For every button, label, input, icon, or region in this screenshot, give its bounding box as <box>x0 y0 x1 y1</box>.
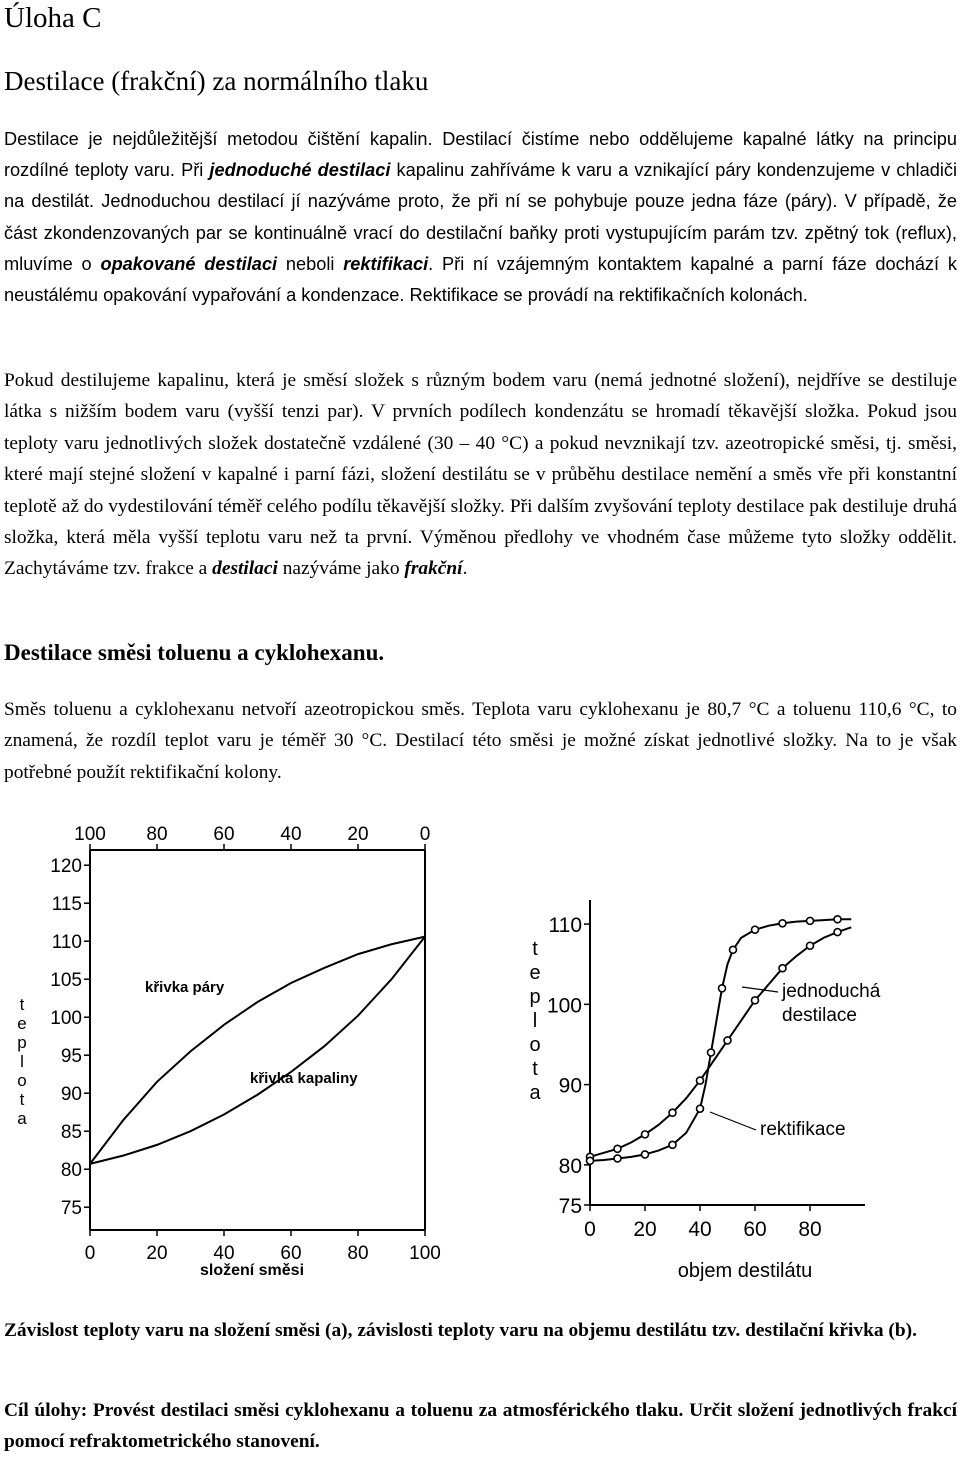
chart-a-series-label-liquid: křivka kapaliny <box>250 1070 358 1087</box>
chart-a-y-label-letter: o <box>17 1071 27 1090</box>
chart-b-y-label-letter: p <box>529 986 541 1008</box>
text-run: . <box>462 558 468 580</box>
chart-b-x-tick-label: 20 <box>633 1218 657 1241</box>
chart-a-x-tick-label: 60 <box>280 1243 302 1264</box>
chart-b-data-point <box>752 926 759 933</box>
chart-b-y-label-letter: l <box>532 1010 538 1032</box>
chart-b-x-tick-label: 40 <box>688 1218 712 1241</box>
chart-a-y-label-letter: a <box>17 1109 27 1128</box>
chart-a-x-tick-label: 40 <box>213 1243 235 1264</box>
chart-a-y-tick-label: 105 <box>50 970 82 992</box>
chart-b-data-point <box>697 1105 704 1112</box>
text-run: . Při ní vzájemným kontaktem kapalné a parní fáze dochází k neustálému opakování vypařování a kondenzace. Rektifikace se provádí na rektifikačních kolonách. <box>4 253 957 306</box>
text-run: nazýváme jako <box>277 558 405 580</box>
text-run: kapalinu zahříváme k varu a vznikající páry kondenzujeme v chladiči na destilát. Jednoduchou destilací jí nazýváme proto, že při ní se pohybuje pouze jedna fáze (páry). V případě, že část zkondenzovaných par se kontinuálně vrací do destilační baňky proti vystupujícím parám tzv. zpětný tok (reflux), mluvíme o <box>4 160 958 274</box>
chart-a-x-label: složení směsi <box>199 1262 305 1279</box>
chart-a-y-tick-label: 115 <box>51 894 82 916</box>
chart-b-data-point <box>642 1131 649 1138</box>
emphasis-simple-distillation: jednoduché destilaci <box>209 160 391 181</box>
chart-b-x-label: objem destilátu <box>677 1260 813 1282</box>
chart-b-x-tick-label: 60 <box>743 1218 767 1241</box>
emphasis-rectification: rektifikaci <box>343 253 429 274</box>
chart-a-series-liquid <box>90 937 425 1164</box>
chart-a-top-tick-label: 80 <box>146 824 168 845</box>
chart-b-data-point <box>730 946 737 953</box>
chart-b-data-point <box>614 1155 621 1162</box>
mixture-paragraph <box>4 365 957 585</box>
goal-text: Provést destilaci směsi cyklohexanu a toluenu za atmosférického tlaku. Určit složení jednotlivých frakcí pomocí refraktometrického stanovení. <box>4 1400 957 1452</box>
chart-composition <box>0 820 460 1290</box>
chart-a-y-tick-label: 120 <box>50 856 82 878</box>
chart-a-y-tick-label: 100 <box>50 1008 82 1030</box>
chart-b-x-tick-label: 80 <box>798 1218 822 1241</box>
chart-a-y-tick-label: 75 <box>60 1198 82 1220</box>
chart-b-series-label-rectification: rektifikace <box>760 1119 846 1140</box>
chart-b-y-label-letter: o <box>529 1034 541 1056</box>
chart-b-data-point <box>614 1145 621 1152</box>
emphasis-fractional: frakční <box>404 558 463 580</box>
chart-b-y-label-letter: e <box>529 962 541 984</box>
chart-b-leader-simple <box>742 987 778 992</box>
goal-label: Cíl úlohy: <box>4 1400 88 1421</box>
chart-b-data-point <box>587 1157 594 1164</box>
chart-b-data-point <box>779 965 786 972</box>
text-run: Destilace je nejdůležitější metodou čištění kapalin. Destilací čistíme nebo oddělujeme kapalné látky na principu rozdílné teploty varu. Při <box>4 129 957 181</box>
intro-paragraph <box>4 124 957 311</box>
chart-b-y-label-letter: a <box>529 1082 541 1104</box>
text-run: neboli <box>277 253 344 274</box>
chart-b-data-point <box>642 1151 649 1158</box>
chart-b-y-label-letter: t <box>532 938 538 960</box>
section-title: Destilace (frakční) za normálního tlaku <box>4 66 429 96</box>
chart-a-top-tick-label: 0 <box>419 824 431 845</box>
chart-a-y-tick-label: 95 <box>60 1046 82 1068</box>
chart-b-data-point <box>724 1037 731 1044</box>
chart-a-series-label-vapor: křivka páry <box>145 979 225 996</box>
goal-paragraph <box>4 1395 957 1457</box>
page-heading: Úloha C <box>4 2 102 34</box>
chart-b-data-point <box>669 1109 676 1116</box>
chart-b-y-label-letter: t <box>532 1058 538 1080</box>
chart-a-x-tick-label: 100 <box>409 1243 441 1264</box>
chart-b-data-point <box>779 920 786 927</box>
chart-a-y-label-letter: l <box>20 1052 24 1071</box>
chart-a-y-label-letter: e <box>17 1014 27 1033</box>
toluene-paragraph: Směs toluenu a cyklohexanu netvoří azeotropickou směs. Teplota varu cyklohexanu je 80,7 °C a toluenu 110,6 °C, to znamená, že rozdíl teplot varu je téměř 30 °C. Destilací této směsi je možné získat jednotlivé složky. Na to je však potřebné použít rektifikační kolony. <box>4 699 957 783</box>
chart-b-series-label-simple <box>781 981 881 1026</box>
chart-a-x-tick-label: 20 <box>146 1243 168 1264</box>
chart-a-top-tick-label: 40 <box>280 824 302 845</box>
emphasis-distillation: destilaci <box>212 558 278 580</box>
chart-b-axes <box>590 900 865 1205</box>
chart-b-series-label-word: destilace <box>782 1005 857 1026</box>
chart-a-y-tick-label: 110 <box>51 932 82 954</box>
chart-a-y-tick-label: 80 <box>60 1160 82 1182</box>
chart-a-x-tick-label: 0 <box>84 1243 96 1264</box>
chart-b-x-tick-label: 0 <box>584 1218 596 1241</box>
chart-a-y-tick-label: 85 <box>60 1122 82 1144</box>
chart-a-y-label-letter: p <box>17 1033 27 1052</box>
chart-a-top-tick-label: 100 <box>74 824 106 845</box>
text-run: Pokud destilujeme kapalinu, která je směsí složek s různým bodem varu (nemá jednotné složení), nejdříve se destiluje látka s nižším bodem varu (vyšší tenzi par). V prvních podílech kondenzátu se hromadí těkavější složka. Pokud jsou teploty varu jednotlivých složek dostatečně vzdálené (30 – 40 °C) a pokud nevznikají tzv. azeotropické směsi, tj. směsi, které mají stejné složení v kapalné i parní fázi, složení destilátu se v průběhu destilace nemění a směs vře při konstantní teplotě až do vydestilování téměř celého podílu těkavější složky. Při dalším zvyšování teploty destilace pak destiluje druhá složka, která měla vyšší teplotu varu než ta první. Výměnou předlohy ve vhodném čase můžeme tyto složky oddělit. Zachytáváme tzv. frakce a <box>4 370 957 580</box>
chart-b-y-tick-label: 110 <box>548 914 582 938</box>
chart-b-leader-rectification <box>710 1112 756 1130</box>
chart-b-data-point <box>697 1077 704 1084</box>
chart-a-top-tick-label: 60 <box>213 824 235 845</box>
chart-a-series-vapor <box>90 937 425 1164</box>
chart-b-y-tick-label: 80 <box>558 1154 582 1178</box>
chart-b-data-point <box>669 1141 676 1148</box>
chart-b-y-tick-label: 90 <box>558 1074 582 1098</box>
chart-a-axes <box>90 850 425 1230</box>
emphasis-repeated-distillation: opakované destilaci <box>100 253 278 274</box>
chart-b-series-label-word: jednoduchá <box>782 981 881 1002</box>
chart-b-data-point <box>708 1049 715 1056</box>
chart-a-top-tick-label: 20 <box>347 824 369 845</box>
chart-b-y-tick-label: 100 <box>546 994 582 1018</box>
chart-b-data-point <box>807 942 814 949</box>
chart-a-x-tick-label: 80 <box>347 1243 369 1264</box>
chart-b-data-point <box>834 929 841 936</box>
chart-a-y-label-letter: t <box>19 1090 25 1109</box>
chart-b-data-point <box>719 985 726 992</box>
chart-b-data-point <box>807 917 814 924</box>
chart-a-y-label-letter: t <box>19 995 25 1014</box>
subheading: Destilace směsi toluenu a cyklohexanu. <box>4 640 385 665</box>
chart-a-y-tick-label: 90 <box>60 1084 82 1106</box>
chart-b-y-tick-label: 75 <box>558 1195 582 1218</box>
figure-caption: Závislost teploty varu na složení směsi (a), závislosti teploty varu na objemu destilátu tzv. destilační křivka (b). <box>4 1320 917 1341</box>
chart-b-data-point <box>752 997 759 1004</box>
chart-b-data-point <box>834 916 841 923</box>
chart-distillation-curve <box>520 880 940 1290</box>
